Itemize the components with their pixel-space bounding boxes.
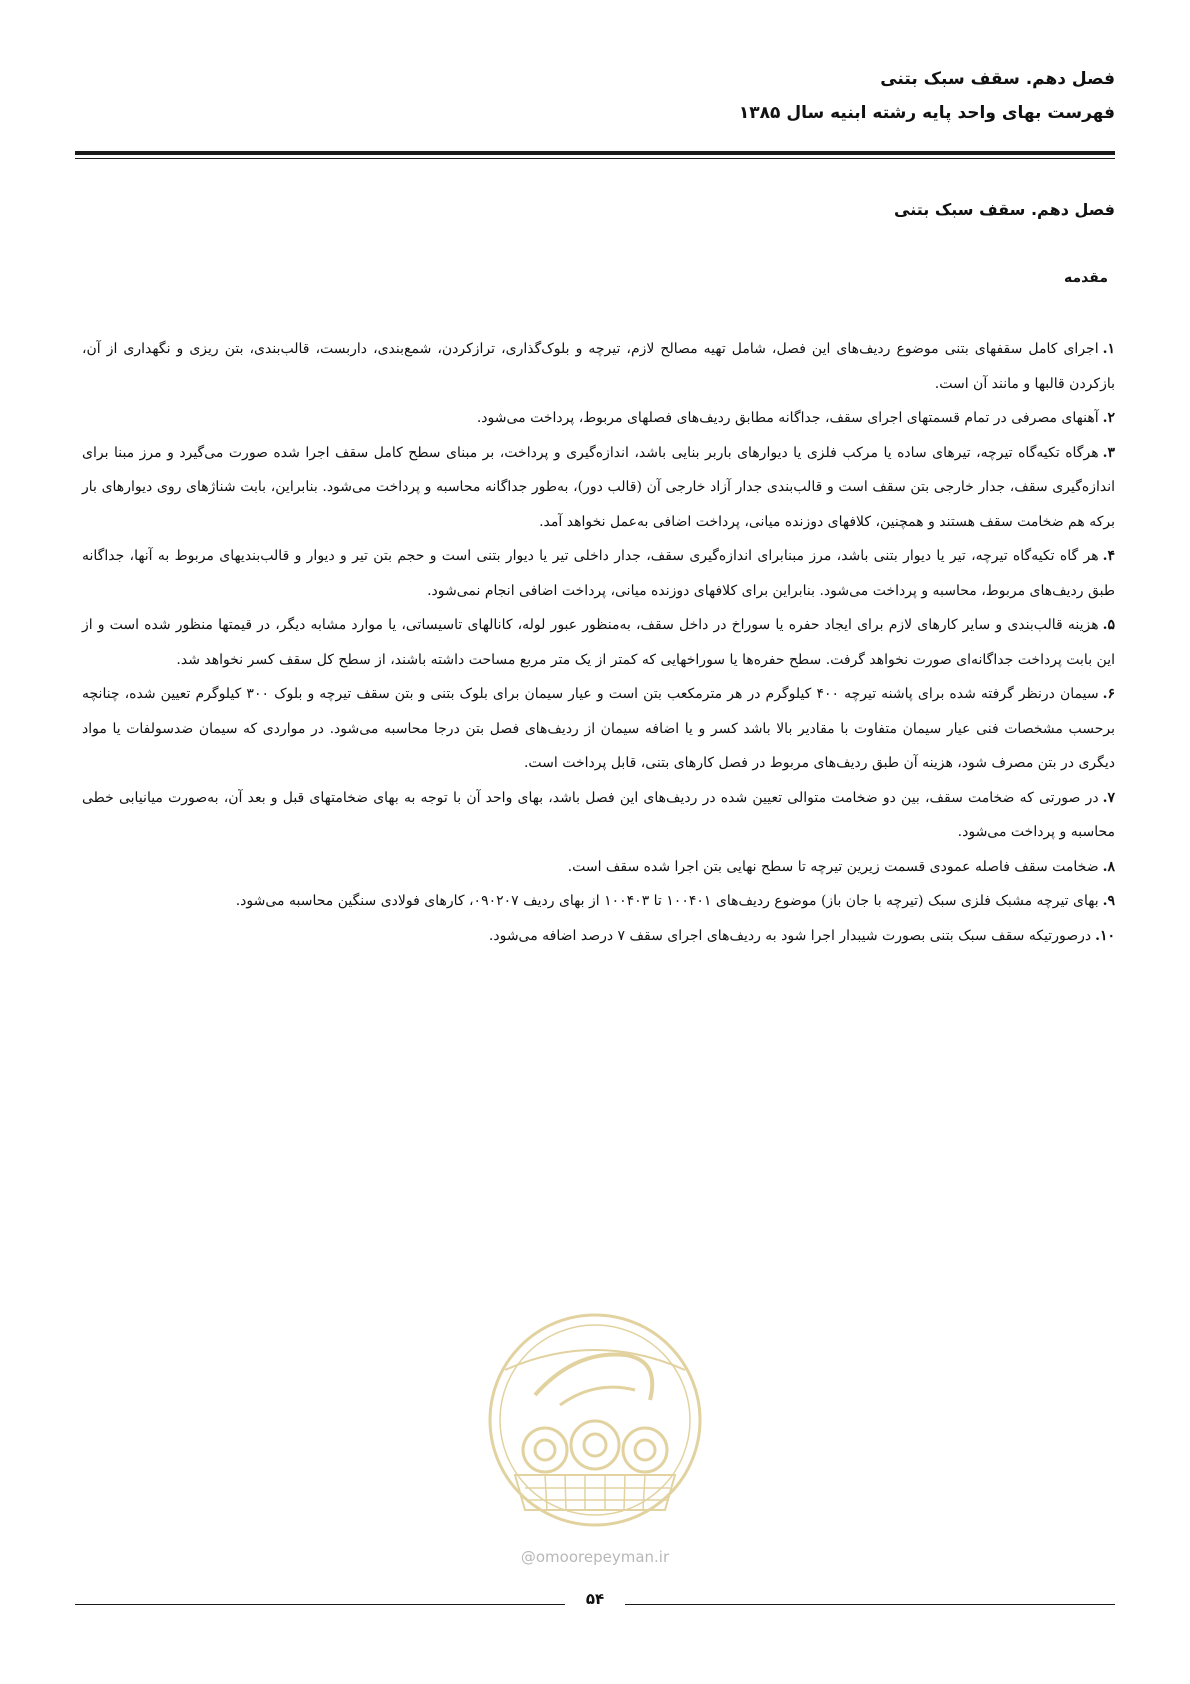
paragraph-text: اجرای کامل سقفهای بتنی موضوع ردیف‌های این فصل، شامل تهیه مصالح لازم، تیرچه و بلوک‌گذاری، ترازکردن، شمع‌بندی، داربست، قالب‌بندی، بتن ریزی و نگهداری از آن، بازکردن قالبها و مانند آن است. bbox=[82, 341, 1115, 392]
paragraph-number: ۲. bbox=[1102, 410, 1115, 426]
page-number: ۵۴ bbox=[585, 1590, 605, 1608]
paragraph-number: ۱. bbox=[1102, 341, 1115, 357]
watermark-site-label: @omoorepeyman.ir bbox=[520, 1548, 670, 1566]
paragraph-5 bbox=[82, 608, 1115, 677]
section-title: فصل دهم. سقف سبک بتنی bbox=[894, 200, 1115, 219]
page-header bbox=[75, 62, 1115, 130]
header-divider-thin bbox=[75, 158, 1115, 159]
paragraph-number: ۴. bbox=[1102, 548, 1115, 564]
paragraph-4 bbox=[82, 539, 1115, 608]
paragraph-number: ۳. bbox=[1102, 444, 1115, 461]
header-chapter-title: فصل دهم. سقف سبک بتنی bbox=[880, 69, 1115, 89]
paragraph-6 bbox=[82, 677, 1115, 781]
paragraph-number: ۸. bbox=[1102, 858, 1115, 875]
paragraph-number: ۶. bbox=[1102, 686, 1116, 702]
paragraph-text: آهنهای مصرفی در تمام قسمتهای اجرای سقف، جداگانه مطابق ردیف‌های فصلهای مربوط، پرداخت می‌شود. bbox=[476, 410, 1099, 426]
omoorepeyman-logo-icon bbox=[475, 1310, 715, 1570]
paragraph-text: هزینه قالب‌بندی و سایر کارهای لازم برای ایجاد حفره یا سوراخ در داخل سقف، به‌منظور عبور لوله، کانالهای تاسیساتی، یا موارد مشابه دیگر، در قیمتها منظور شده است و از این بابت پرداخت جداگانه‌ای صورت نخواهد گرفت. سطح حفره‌ها یا سوراخهایی که کمتر از یک متر مربع مساحت داشته باشند، از سطح کل سقف کسر نخواهد شد. bbox=[82, 617, 1115, 668]
paragraph-text: هرگاه تکیه‌گاه تیرچه، تیرهای ساده یا مرکب فلزی یا دیوارهای باربر بنایی باشد، اندازه‌گیری و پرداخت، بر مبنای سطح کامل سقف اجرا شده صورت می‌گیرد و مرز مبنا برای اندازه‌گیری سقف، جدار خارجی بتن سقف است و قالب‌بندی جدار آزاد خارجی آن (قالب دور)، به‌طور جداگانه محاسبه و پرداخت می‌شود. بنابراین، بابت شناژهای روی دیوارهای بار برکه هم ضخامت سقف هستند و همچنین، کلافهای دوزنده میانی، پرداخت اضافی به‌عمل نخواهد آمد. bbox=[82, 444, 1115, 530]
footer-divider-right bbox=[625, 1604, 1115, 1605]
paragraph-number: ۱۰. bbox=[1095, 927, 1115, 944]
paragraph-8 bbox=[82, 850, 1115, 885]
paragraph-text: سیمان درنظر گرفته شده برای پاشنه تیرچه ۴۰۰ کیلوگرم در هر مترمکعب بتن است و عیار سیمان برای بلوک بتنی و بتن سقف تیرچه و بلوک ۳۰۰ کیلوگرم تعیین شده، چنانچه برحسب مشخصات فنی عیار سیمان متفاوت با مقادیر بالا باشد کسر و یا اضافه سیمان از ردیف‌های فصل بتن درجا محاسبه می‌شود. در مواردی که سیمان ضدسولفات یا مواد دیگری در بتن مصرف شود، هزینه آن طبق ردیف‌های مربوط در فصل کارهای بتنی، قابل پرداخت است. bbox=[82, 686, 1115, 771]
paragraph-9 bbox=[82, 884, 1115, 919]
paragraph-2 bbox=[82, 401, 1115, 436]
paragraph-text: درصورتیکه سقف سبک بتنی بصورت شیبدار اجرا شود به ردیف‌های اجرای سقف ۷ درصد اضافه می‌شود. bbox=[488, 927, 1092, 944]
paragraph-text: ضخامت سقف فاصله عمودی قسمت زیرین تیرچه تا سطح نهایی بتن اجرا شده سقف است. bbox=[567, 858, 1099, 875]
paragraph-text: بهای تیرچه مشبک فلزی سبک (تیرچه با جان باز) موضوع ردیف‌های ۱۰۰۴۰۱ تا ۱۰۰۴۰۳ از بهای ردیف ۰۹۰۲۰۷، کارهای فولادی سنگین محاسبه می‌شود. bbox=[235, 893, 1099, 909]
footer-divider-left bbox=[75, 1604, 565, 1605]
intro-heading: مقدمه bbox=[1064, 270, 1108, 286]
page-footer bbox=[75, 1590, 1115, 1620]
paragraph-text: هر گاه تکیه‌گاه تیرچه، تیر یا دیوار بتنی باشد، مرز مبنابرای اندازه‌گیری سقف، جدار داخلی تیر یا دیوار بتنی است و حجم بتن تیر و دیوار و قالب‌بندیهای مربوط به آنها، جداگانه طبق ردیف‌های مربوط، محاسبه و پرداخت می‌شود. بنابراین برای کلافهای دوزنده میانی، پرداخت اضافی انجام نمی‌شود. bbox=[82, 548, 1115, 599]
header-divider-thick bbox=[75, 151, 1115, 155]
paragraph-10 bbox=[82, 919, 1115, 954]
body-text bbox=[82, 332, 1115, 953]
paragraph-text: در صورتی که ضخامت سقف، بین دو ضخامت متوالی تعیین شده در ردیف‌های این فصل باشد، بهای واحد آن با توجه به بهای ضخامتهای قبل و بعد آن، به‌صورت میانیابی خطی محاسبه و پرداخت می‌شود. bbox=[82, 789, 1115, 840]
paragraph-3 bbox=[82, 436, 1115, 540]
paragraph-number: ۹. bbox=[1102, 893, 1115, 909]
paragraph-number: ۵. bbox=[1102, 617, 1115, 633]
header-document-title: فهرست بهای واحد پایه رشته ابنیه سال ۱۳۸۵ bbox=[738, 103, 1115, 123]
paragraph-7 bbox=[82, 781, 1115, 850]
paragraph-1 bbox=[82, 332, 1115, 401]
paragraph-number: ۷. bbox=[1102, 789, 1115, 806]
